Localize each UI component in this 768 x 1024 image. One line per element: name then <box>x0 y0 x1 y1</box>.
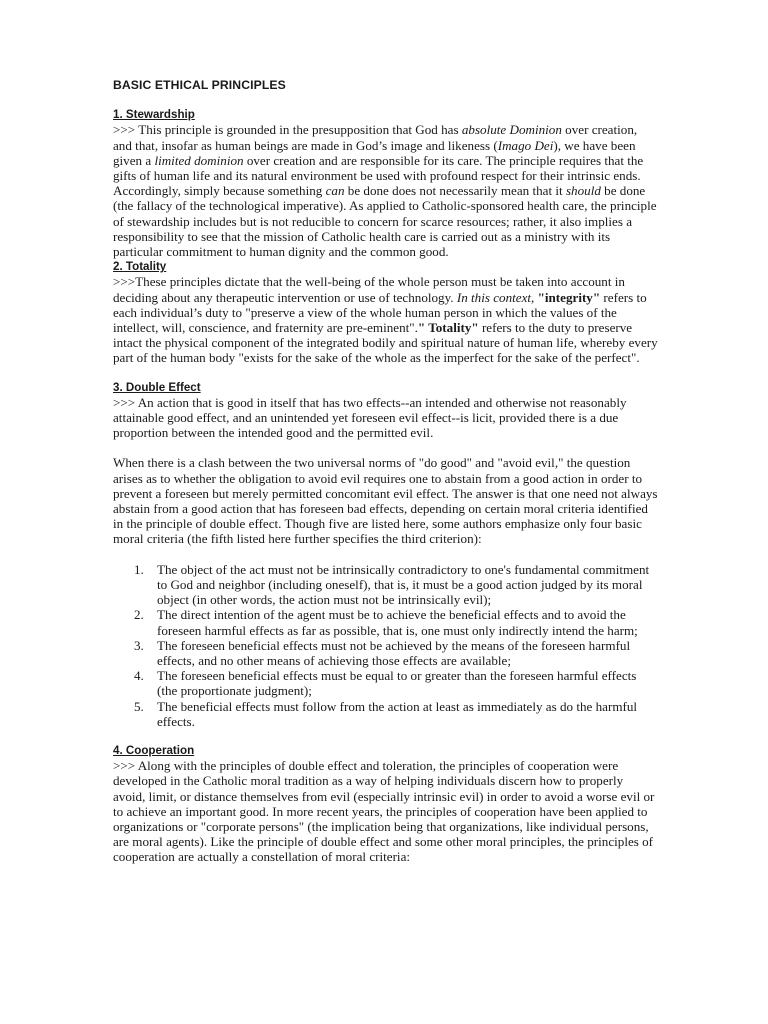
criteria-list <box>113 562 658 729</box>
criteria-number: 5. <box>134 698 144 714</box>
section-body <box>113 122 658 259</box>
text-run: >>>These principles dictate that the well-being of the whole person must be taken into account in deciding about any therapeutic intervention or use of technology. <box>113 274 625 305</box>
text-run: refers to the duty to preserve intact the physical component of the integrated bodily and spiritual nature of human life, whereby every part of the human body "exists for the sake of the whole as the imperfect for the sake of the perfect". <box>113 320 658 366</box>
text-run: ), we have been given a <box>113 137 636 168</box>
criteria-text: The beneficial effects must follow from the action at least as immediately as do the harmful effects. <box>157 698 638 729</box>
criteria-item <box>113 668 658 698</box>
criteria-item <box>113 562 658 608</box>
spacer <box>113 729 658 743</box>
text-run: " Totality" <box>417 320 479 336</box>
text-run: over creation, and that, insofar as human beings are made in God’s image and likeness ( <box>113 122 638 153</box>
text-run: >>> Along with the principles of double effect and toleration, the principles of cooperation were developed in the Catholic moral tradition as a way of helping individuals discern how to properly avoid, limit, or distance themselves from evil (especially intrinsic evil) in order to avoid a worse evil or to achieve an important good. In more recent years, the principles of cooperation have been applied to organizations or "corporate persons" (the implication being that organizations, like individual persons, are moral agents). Like the principle of double effect and some other moral principles, the principles of cooperation are actually a constellation of moral criteria: <box>113 758 655 865</box>
criteria-text: The object of the act must not be intrinsically contradictory to one's fundamental commitment to God and neighbor (including oneself), that is, it must be a good action judged by its moral object (in other words, the action must not be intrinsically evil); <box>157 561 650 608</box>
criteria-text: The direct intention of the agent must be to achieve the beneficial effects and to avoid the foreseen harmful effects as far as possible, that is, one must only indirectly intend the harm; <box>157 607 638 638</box>
section-body <box>113 274 658 365</box>
document-body <box>113 78 658 865</box>
criteria-number: 1. <box>134 561 144 577</box>
section-heading: 4. Cooperation <box>113 743 195 757</box>
text-run: In this context <box>456 289 532 305</box>
section-paragraph: When there is a clash between the two universal norms of "do good" and "avoid evil," the question arises as to whether the obligation to avoid evil requires one to abstain from a good action in order to prevent a foreseen but merely permitted concomitant evil effect. The answer is that one need not always abstain from a good action that has foreseen bad effects, depending on certain moral criteria identified in the principle of double effect. Though five are listed here, some authors emphasize only four basic moral criteria (the fifth listed here further specifies the third criterion): <box>113 455 658 547</box>
section-body <box>113 758 658 864</box>
criteria-number: 4. <box>134 668 144 684</box>
text-run: >>> An action that is good in itself that has two effects--an intended and otherwise not reasonably attainable good effect, and an unintended yet foreseen evil effect--is licit, provided there is a due proportion between the intended good and the permitted evil. <box>113 394 627 441</box>
spacer <box>113 440 658 455</box>
spacer <box>113 547 658 562</box>
text-run: , <box>531 289 538 305</box>
text-run: be done does not necessarily mean that it <box>344 183 566 199</box>
text-run: over creation and are responsible for its care. The principle requires that the gifts of human life and its natural environment be used with profound respect for their intrinsic ends. Accordingly, simply because something <box>113 152 644 199</box>
text-run: >>> This principle is grounded in the presupposition that God has <box>113 122 462 138</box>
criteria-item <box>113 638 658 668</box>
text-run: can <box>325 183 345 199</box>
document-title: BASIC ETHICAL PRINCIPLES <box>113 78 286 92</box>
section-totality <box>113 259 658 365</box>
criteria-number: 2. <box>134 607 144 623</box>
section-body <box>113 395 658 441</box>
text-run: Imago Dei <box>497 137 554 153</box>
text-run: be done (the fallacy of the technological imperative). As applied to Catholic-sponsored health care, the principle of stewardship includes but is not reducible to concern for scarce resources; rather, it also implies a responsibility to see that the mission of Catholic health care is carried out as a ministry with its particular commitment to human dignity and the common good. <box>113 183 657 260</box>
text-run: limited dominion <box>154 152 244 168</box>
text-run: absolute Dominion <box>461 122 562 138</box>
section-cooperation <box>113 743 658 865</box>
criteria-text: The foreseen beneficial effects must be equal to or greater than the foreseen harmful effects (the proportionate judgment); <box>157 668 637 699</box>
section-heading: 1. Stewardship <box>113 108 195 122</box>
section-heading: 3. Double Effect <box>113 380 201 394</box>
section-double-effect <box>113 380 658 729</box>
spacer <box>113 366 658 380</box>
section-stewardship <box>113 107 658 259</box>
text-run: "integrity" <box>537 289 601 305</box>
criteria-item <box>113 699 658 729</box>
text-run: refers to each individual’s duty to "preserve a view of the whole human person in which the values of the intellect, will, conscience, and fraternity are pre-eminent". <box>113 289 647 336</box>
section-heading: 2. Totality <box>113 260 167 274</box>
text-run: should <box>565 183 601 199</box>
criteria-number: 3. <box>134 637 144 653</box>
criteria-item <box>113 607 658 637</box>
criteria-text: The foreseen beneficial effects must not be achieved by the means of the foreseen harmful effects, and no other means of achieving those effects are available; <box>157 637 631 668</box>
